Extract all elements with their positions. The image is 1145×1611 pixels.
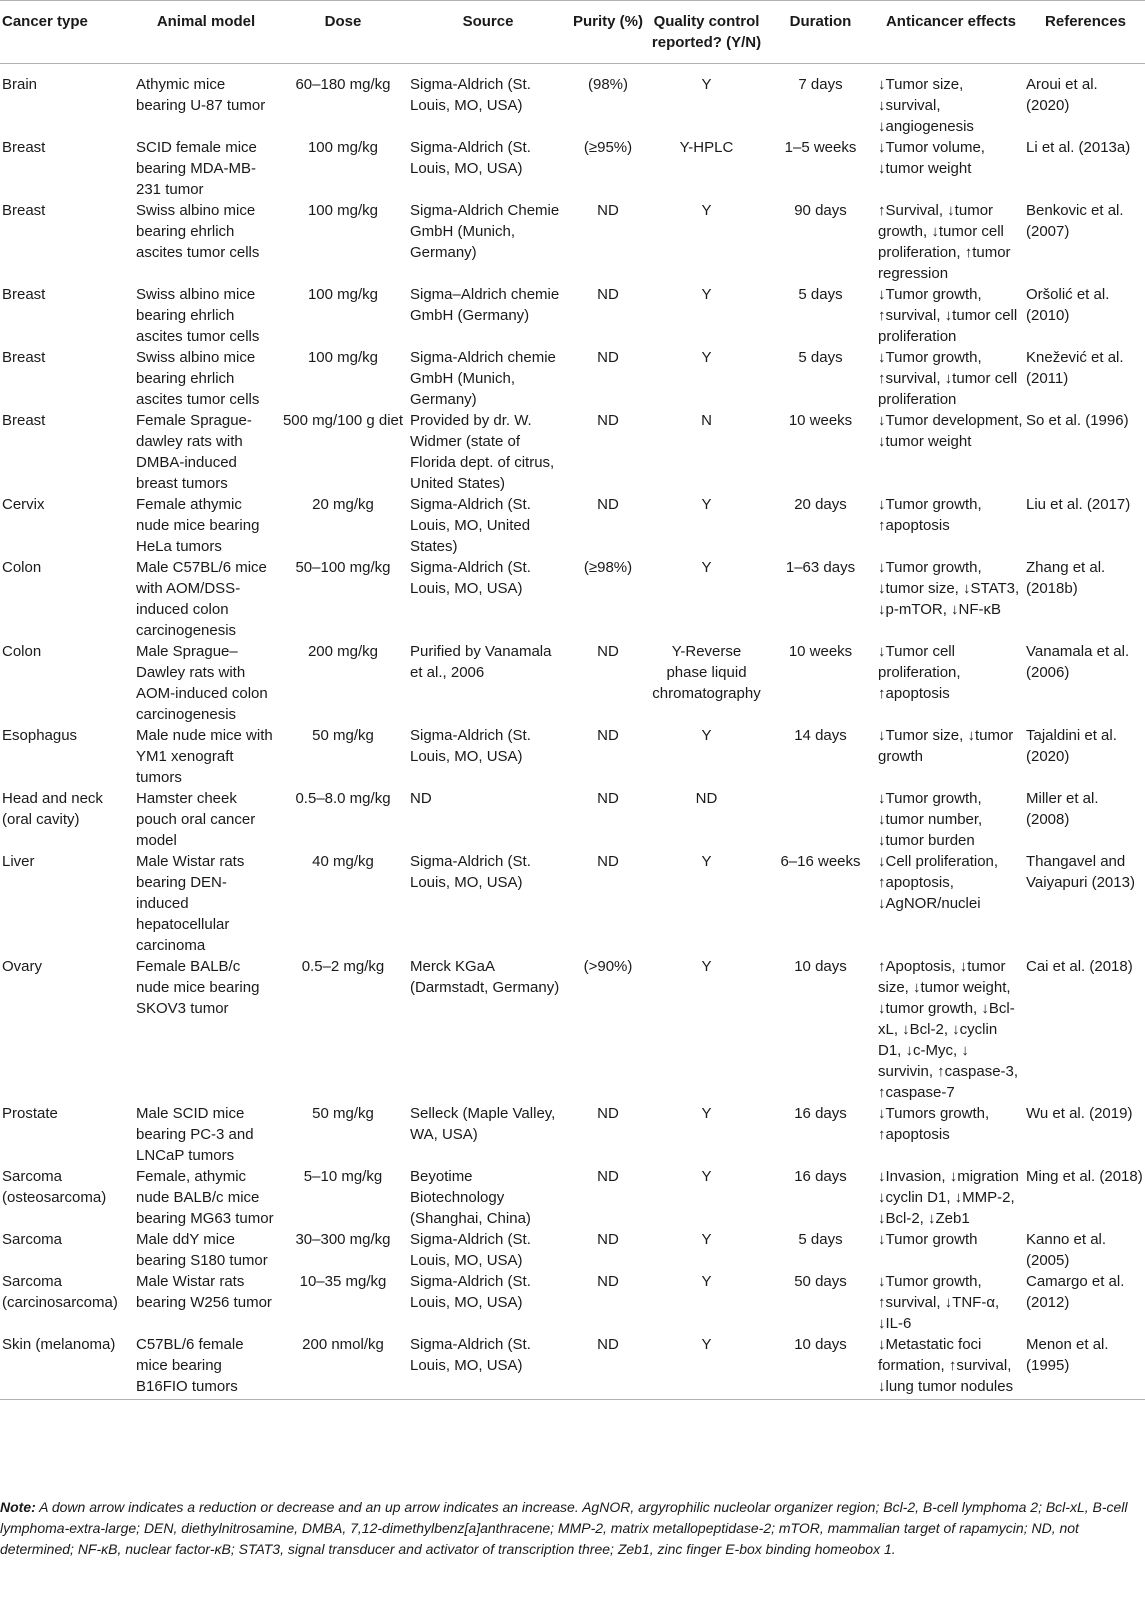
- cell-references: Zhang et al. (2018b): [1026, 559, 1106, 597]
- cell-purity: ND: [597, 349, 619, 366]
- cell-cancer-type: Colon: [2, 643, 42, 660]
- cell-purity: (98%): [587, 76, 628, 93]
- cell-dose: 5–10 mg/kg: [303, 1168, 383, 1185]
- cell-source: Sigma-Aldrich Chemie GmbH (Munich, Germany): [410, 202, 560, 261]
- cell-dose: 30–300 mg/kg: [295, 1231, 391, 1248]
- header-references: References: [1026, 1, 1145, 64]
- cell-anticancer-effects: ↓Tumor size, ↓tumor growth: [878, 727, 1014, 765]
- cell-duration: 16 days: [794, 1105, 847, 1122]
- cell-cancer-type: Sarcoma (osteosarcoma): [2, 1168, 107, 1206]
- table-row: [0, 347, 1145, 410]
- cell-animal-model: Athymic mice bearing U-87 tumor: [136, 76, 266, 114]
- cell-source: Sigma-Aldrich (St. Louis, MO, USA): [410, 1273, 531, 1311]
- cell-source: Sigma-Aldrich (St. Louis, MO, USA): [410, 559, 531, 597]
- cell-animal-model: Female Sprague-dawley rats with DMBA-induced breast tumors: [136, 412, 252, 492]
- cell-animal-model: Female BALB/c nude mice bearing SKOV3 tumor: [136, 958, 260, 1017]
- cell-references: Tajaldini et al. (2020): [1026, 727, 1117, 765]
- cell-anticancer-effects: ↓Tumor volume, ↓tumor weight: [878, 139, 985, 177]
- header-dose: Dose: [278, 1, 408, 64]
- cell-cancer-type: Head and neck (oral cavity): [2, 790, 103, 828]
- table-row: [0, 788, 1145, 851]
- cell-quality-control: Y: [701, 853, 712, 870]
- cell-dose: 100 mg/kg: [307, 139, 379, 156]
- cell-quality-control: Y: [701, 202, 712, 219]
- table-row: [0, 137, 1145, 200]
- cell-anticancer-effects: ↑Survival, ↓tumor growth, ↓tumor cell proliferation, ↑tumor regression: [878, 202, 1011, 282]
- cell-dose: 50–100 mg/kg: [295, 559, 391, 576]
- cell-purity: ND: [597, 1105, 619, 1122]
- cell-dose: 40 mg/kg: [312, 853, 374, 870]
- cell-source: Sigma-Aldrich (St. Louis, MO, USA): [408, 1334, 568, 1400]
- cell-purity: ND: [597, 1231, 619, 1248]
- cell-duration: 10 weeks: [788, 643, 853, 660]
- cell-duration: 10 days: [794, 958, 847, 975]
- cell-duration: 90 days: [794, 202, 847, 219]
- cell-dose: 60–180 mg/kg: [295, 76, 391, 93]
- table-row: [0, 494, 1145, 557]
- cell-animal-model: Female, athymic nude BALB/c mice bearing MG63 tumor: [136, 1168, 274, 1227]
- cell-cancer-type: Prostate: [2, 1105, 58, 1122]
- cell-anticancer-effects: ↓Tumors growth, ↑apoptosis: [878, 1105, 990, 1143]
- cell-references: Aroui et al. (2020): [1026, 76, 1098, 114]
- cell-references: Ming et al. (2018): [1026, 1168, 1143, 1185]
- cell-animal-model: SCID female mice bearing MDA-MB-231 tumor: [136, 139, 257, 198]
- cell-quality-control: Y: [701, 286, 712, 303]
- table-row: [0, 64, 1145, 138]
- cell-purity: ND: [597, 1168, 619, 1185]
- cell-anticancer-effects: ↓Tumor growth, ↓tumor number, ↓tumor burden: [878, 790, 983, 849]
- cell-quality-control: Y: [701, 76, 712, 93]
- cell-cancer-type: Breast: [2, 202, 46, 219]
- cell-cancer-type: Breast: [2, 349, 46, 366]
- cell-quality-control: Y: [701, 1273, 712, 1290]
- cell-quality-control: Y: [701, 1168, 712, 1185]
- cell-animal-model: Swiss albino mice bearing ehrlich ascites tumor cells: [136, 349, 260, 408]
- cell-quality-control: Y: [701, 727, 712, 744]
- table-note: [0, 1497, 1130, 1560]
- cell-duration: 10 weeks: [788, 412, 853, 429]
- cell-source: Sigma-Aldrich (St. Louis, MO, United States): [410, 496, 531, 555]
- cell-quality-control: Y: [701, 958, 712, 975]
- cell-cancer-type: Esophagus: [2, 727, 78, 744]
- cell-animal-model: Hamster cheek pouch oral cancer model: [136, 790, 256, 849]
- cell-source: Sigma-Aldrich (St. Louis, MO, USA): [410, 76, 531, 114]
- table-row: [0, 200, 1145, 284]
- cell-purity: ND: [597, 643, 619, 660]
- cell-source: Purified by Vanamala et al., 2006: [410, 643, 552, 681]
- cell-animal-model: Male Sprague–Dawley rats with AOM-induced colon carcinogenesis: [136, 643, 268, 723]
- cell-duration: 50 days: [794, 1273, 847, 1290]
- cell-duration: 7 days: [798, 76, 843, 93]
- cell-animal-model: Swiss albino mice bearing ehrlich ascites tumor cells: [136, 202, 260, 261]
- cell-duration: 10 days: [765, 1334, 876, 1400]
- cell-quality-control: Y: [648, 1334, 765, 1400]
- cell-anticancer-effects: ↓Cell proliferation, ↑apoptosis, ↓AgNOR/nuclei: [878, 853, 999, 912]
- cell-duration: 6–16 weeks: [780, 853, 861, 870]
- cell-duration: 5 days: [798, 286, 843, 303]
- table-row: [0, 557, 1145, 641]
- cell-references: So et al. (1996): [1026, 412, 1129, 429]
- cell-quality-control: Y: [701, 1105, 712, 1122]
- cell-purity: ND: [597, 727, 619, 744]
- cell-cancer-type: Sarcoma (carcinosarcoma): [2, 1273, 118, 1311]
- cell-references: Vanamala et al. (2006): [1026, 643, 1130, 681]
- cell-purity: ND: [597, 412, 619, 429]
- cell-animal-model: Male nude mice with YM1 xenograft tumors: [136, 727, 273, 786]
- cell-quality-control: Y: [701, 559, 712, 576]
- header-animal-model: Animal model: [134, 1, 278, 64]
- cell-purity: ND: [597, 1273, 619, 1290]
- cell-dose: 200 mg/kg: [307, 643, 379, 660]
- cell-dose: 10–35 mg/kg: [299, 1273, 387, 1290]
- cell-anticancer-effects: ↓Tumor growth, ↓tumor size, ↓STAT3, ↓p-mTOR, ↓NF-κB: [878, 559, 1020, 618]
- cell-source: Merck KGaA (Darmstadt, Germany): [410, 958, 560, 996]
- cell-source: Sigma-Aldrich (St. Louis, MO, USA): [410, 853, 531, 891]
- cell-purity: ND: [597, 496, 619, 513]
- cell-duration: 5 days: [798, 349, 843, 366]
- cell-anticancer-effects: ↓Metastatic foci formation, ↑survival, ↓lung tumor nodules: [876, 1334, 1026, 1400]
- cell-anticancer-effects: ↑Apoptosis, ↓tumor size, ↓tumor weight, ↓tumor growth, ↓Bcl-xL, ↓Bcl-2, ↓cyclin D1, ↓c-Myc, ↓ survivin, ↑caspase-3, ↑caspase-7: [878, 958, 1019, 1101]
- cell-anticancer-effects: ↓Tumor growth, ↑survival, ↓tumor cell proliferation: [878, 286, 1018, 345]
- cell-dose: 200 nmol/kg: [278, 1334, 408, 1400]
- cell-quality-control: Y: [701, 349, 712, 366]
- cell-anticancer-effects: ↓Tumor growth, ↑survival, ↓TNF-α, ↓IL-6: [878, 1273, 1000, 1332]
- cell-animal-model: Male SCID mice bearing PC-3 and LNCaP tumors: [136, 1105, 254, 1164]
- cell-cancer-type: Skin (melanoma): [0, 1334, 134, 1400]
- cell-dose: 50 mg/kg: [312, 1105, 374, 1122]
- table-row: [0, 851, 1145, 956]
- cell-quality-control: Y: [701, 496, 712, 513]
- cell-references: Cai et al. (2018): [1026, 958, 1133, 975]
- cell-cancer-type: Sarcoma: [2, 1231, 63, 1248]
- cell-duration: 16 days: [794, 1168, 847, 1185]
- cell-animal-model: Swiss albino mice bearing ehrlich ascites tumor cells: [136, 286, 260, 345]
- cell-purity: ND: [597, 853, 619, 870]
- cell-references: Knežević et al. (2011): [1026, 349, 1124, 387]
- cell-duration: 5 days: [798, 1231, 843, 1248]
- cell-cancer-type: Breast: [2, 412, 46, 429]
- cell-references: Liu et al. (2017): [1026, 496, 1131, 513]
- cell-animal-model: Male Wistar rats bearing W256 tumor: [136, 1273, 272, 1311]
- cell-purity: (≥98%): [583, 559, 633, 576]
- header-cancer-type: Cancer type: [0, 1, 134, 64]
- cell-dose: 100 mg/kg: [307, 349, 379, 366]
- cell-dose: 20 mg/kg: [312, 496, 374, 513]
- cell-references: Kanno et al. (2005): [1026, 1231, 1107, 1269]
- cell-source: ND: [410, 790, 432, 807]
- cell-source: Provided by dr. W. Widmer (state of Florida dept. of citrus, United States): [410, 412, 555, 492]
- cell-purity: (>90%): [583, 958, 633, 975]
- cell-animal-model: C57BL/6 female mice bearing B16FIO tumors: [134, 1334, 278, 1400]
- cell-animal-model: Male Wistar rats bearing DEN-induced hepatocellular carcinoma: [136, 853, 245, 954]
- cell-quality-control: Y-HPLC: [679, 139, 734, 156]
- header-row: [0, 1, 1145, 64]
- cell-anticancer-effects: ↓Tumor growth: [878, 1231, 978, 1248]
- cell-references: Wu et al. (2019): [1026, 1105, 1133, 1122]
- table-row: [0, 410, 1145, 494]
- cell-references: Menon et al. (1995): [1026, 1334, 1145, 1400]
- header-purity: Purity (%): [568, 1, 648, 64]
- table-row: [0, 1166, 1145, 1229]
- cell-cancer-type: Colon: [2, 559, 42, 576]
- cell-animal-model: Male C57BL/6 mice with AOM/DSS-induced colon carcinogenesis: [136, 559, 267, 639]
- table-row: [0, 1229, 1145, 1271]
- cell-source: Sigma–Aldrich chemie GmbH (Germany): [410, 286, 560, 324]
- cell-anticancer-effects: ↓Invasion, ↓migration ↓cyclin D1, ↓MMP-2, ↓Bcl-2, ↓Zeb1: [878, 1168, 1019, 1227]
- cell-references: Miller et al. (2008): [1026, 790, 1099, 828]
- cell-dose: 500 mg/100 g diet: [282, 412, 404, 429]
- table-row: [0, 1271, 1145, 1334]
- cell-anticancer-effects: ↓Tumor development, ↓tumor weight: [878, 412, 1023, 450]
- table-row: [0, 956, 1145, 1103]
- cell-quality-control: ND: [695, 790, 718, 807]
- table-row: [0, 641, 1145, 725]
- cell-quality-control: N: [701, 412, 712, 429]
- cell-duration: 14 days: [794, 727, 847, 744]
- table-row: [0, 725, 1145, 788]
- cell-purity: ND: [597, 286, 619, 303]
- cell-cancer-type: Cervix: [2, 496, 45, 513]
- cell-source: Sigma-Aldrich (St. Louis, MO, USA): [410, 139, 531, 177]
- cell-cancer-type: Ovary: [2, 958, 43, 975]
- cell-duration: [765, 788, 876, 851]
- cell-purity: ND: [597, 790, 619, 807]
- cell-purity: ND: [568, 1334, 648, 1400]
- cell-source: Sigma-Aldrich (St. Louis, MO, USA): [410, 727, 531, 765]
- cell-references: Li et al. (2013a): [1026, 139, 1131, 156]
- cell-references: Oršolić et al. (2010): [1026, 286, 1110, 324]
- cell-duration: 1–63 days: [785, 559, 856, 576]
- cell-dose: 100 mg/kg: [307, 286, 379, 303]
- cell-references: Benkovic et al. (2007): [1026, 202, 1124, 240]
- cell-quality-control: Y: [701, 1231, 712, 1248]
- cell-anticancer-effects: ↓Tumor growth, ↑survival, ↓tumor cell proliferation: [878, 349, 1018, 408]
- cell-dose: 50 mg/kg: [312, 727, 374, 744]
- cell-source: Beyotime Biotechnology (Shanghai, China): [410, 1168, 531, 1227]
- cell-cancer-type: Brain: [2, 76, 38, 93]
- table-body: [0, 64, 1145, 1400]
- cell-source: Selleck (Maple Valley, WA, USA): [410, 1105, 556, 1143]
- cell-source: Sigma-Aldrich chemie GmbH (Munich, Germany): [410, 349, 556, 408]
- cell-references: Camargo et al. (2012): [1026, 1273, 1125, 1311]
- cell-purity: ND: [597, 202, 619, 219]
- header-source: Source: [408, 1, 568, 64]
- table-row: [0, 1103, 1145, 1166]
- cell-anticancer-effects: ↓Tumor cell proliferation, ↑apoptosis: [878, 643, 961, 702]
- cell-anticancer-effects: ↓Tumor growth, ↑apoptosis: [878, 496, 982, 534]
- cell-animal-model: Female athymic nude mice bearing HeLa tumors: [136, 496, 260, 555]
- cell-anticancer-effects: ↓Tumor size, ↓survival, ↓angiogenesis: [878, 76, 974, 135]
- cell-duration: 1–5 weeks: [784, 139, 857, 156]
- cell-references: Thangavel and Vaiyapuri (2013): [1026, 853, 1135, 891]
- header-quality-control: Quality control reported? (Y/N): [648, 1, 765, 64]
- header-duration: Duration: [765, 1, 876, 64]
- cell-source: Sigma-Aldrich (St. Louis, MO, USA): [410, 1231, 531, 1269]
- cell-animal-model: Male ddY mice bearing S180 tumor: [136, 1231, 268, 1269]
- cell-dose: 100 mg/kg: [307, 202, 379, 219]
- cell-cancer-type: Breast: [2, 286, 46, 303]
- cell-quality-control: Y-Reverse phase liquid chromatography: [652, 643, 761, 702]
- cell-purity: (≥95%): [583, 139, 633, 156]
- cell-dose: 0.5–8.0 mg/kg: [295, 790, 391, 807]
- note-label: Note:: [0, 1499, 36, 1515]
- cell-dose: 0.5–2 mg/kg: [301, 958, 385, 975]
- table-row: [0, 284, 1145, 347]
- cell-cancer-type: Liver: [2, 853, 35, 870]
- note-text: A down arrow indicates a reduction or decrease and an up arrow indicates an increase. AgNOR, argyrophilic nucleolar organizer region; Bcl-2, B-cell lymphoma 2; Bcl-xL, B-cell lymphoma-extra-large; DEN, diethylnitrosamine, DMBA, 7,12-dimethylbenz[a]anthracene; MMP-2, matrix metallopeptidase-2; mTOR, mammalian target of rapamycin; ND, not determined; NF-κB, nuclear factor-κB; STAT3, signal transducer and activator of transcription three; Zeb1, zinc finger E-box binding homeobox 1.: [0, 1499, 1128, 1557]
- cell-cancer-type: Breast: [2, 139, 46, 156]
- table-row: [0, 1334, 1145, 1400]
- cell-duration: 20 days: [794, 496, 847, 513]
- header-anticancer-effects: Anticancer effects: [876, 1, 1026, 64]
